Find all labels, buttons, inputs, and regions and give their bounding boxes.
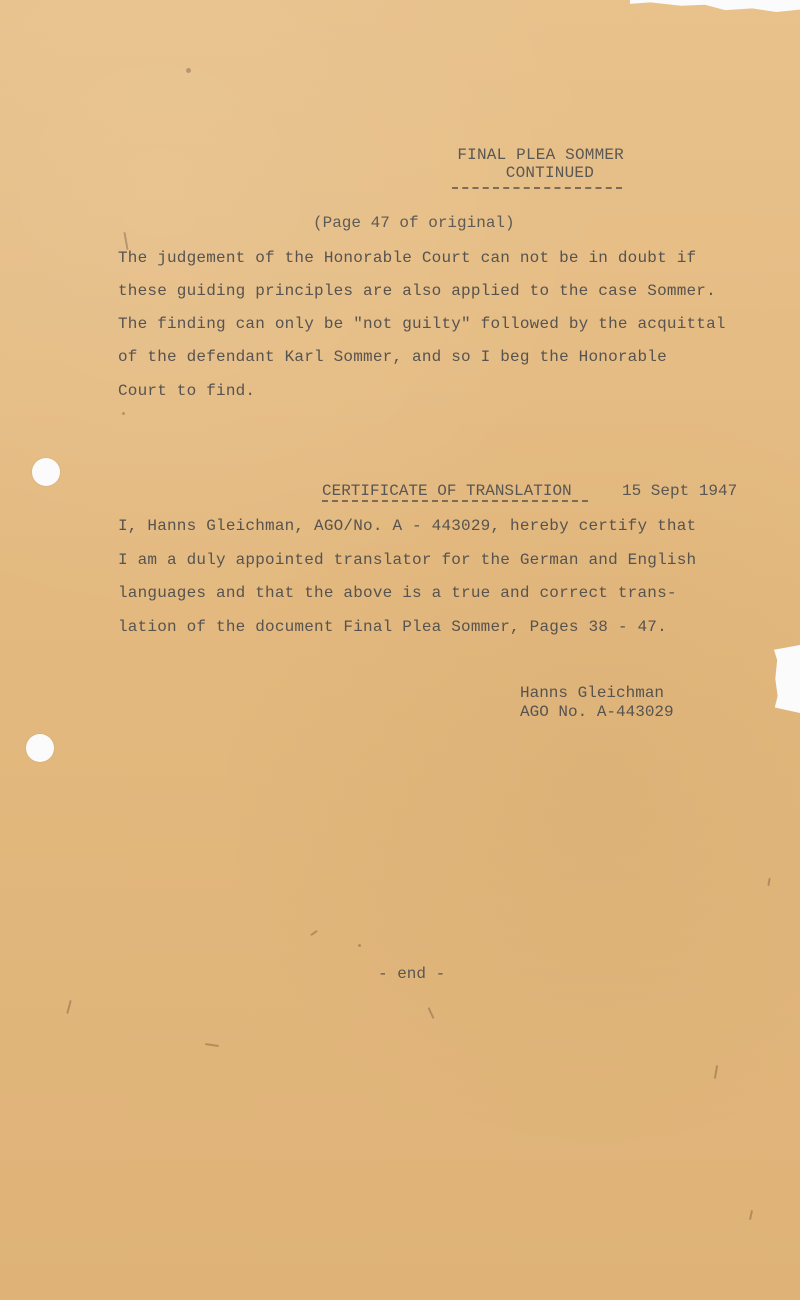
end-marker: - end -: [378, 965, 446, 983]
certificate-line-2: I am a duly appointed translator for the German and English: [118, 551, 697, 569]
punch-hole-bottom: [26, 734, 54, 762]
punch-hole-top: [32, 458, 60, 486]
paper-tear-right: [774, 645, 800, 713]
body-line-4: of the defendant Karl Sommer, and so I beg the Honorable: [118, 348, 667, 366]
body-line-3: The finding can only be "not guilty" followed by the acquittal: [118, 315, 726, 333]
paper-fleck: [205, 1043, 219, 1047]
header-divider: [452, 187, 622, 189]
paper-fleck: [358, 944, 361, 947]
signature-ago-number: AGO No. A-443029: [520, 703, 674, 721]
paper-fleck: [428, 1007, 435, 1019]
paper-fleck: [749, 1210, 753, 1220]
paper-fleck: [310, 930, 318, 936]
paper-fleck: [122, 412, 125, 415]
certificate-line-1: I, Hanns Gleichman, AGO/No. A - 443029, hereby certify that: [118, 517, 697, 535]
paper-fleck: [767, 878, 770, 886]
body-line-2: these guiding principles are also applied to the case Sommer.: [118, 282, 716, 300]
certificate-line-4: lation of the document Final Plea Sommer, Pages 38 - 47.: [118, 618, 667, 636]
document-header-line-1: FINAL PLEA SOMMER: [457, 146, 624, 164]
paper-fleck: [66, 1000, 72, 1014]
body-line-5: Court to find.: [118, 382, 256, 400]
signature-name: Hanns Gleichman: [520, 684, 665, 702]
certificate-title-underline: [322, 500, 588, 502]
page-reference: (Page 47 of original): [313, 214, 515, 232]
body-line-1: The judgement of the Honorable Court can not be in doubt if: [118, 249, 697, 267]
document-header-line-2: CONTINUED: [505, 164, 594, 182]
certificate-line-3: languages and that the above is a true and correct trans-: [118, 584, 677, 602]
paper-tear-top: [630, 0, 800, 24]
paper-fleck: [186, 68, 191, 73]
certificate-title: CERTIFICATE OF TRANSLATION: [322, 482, 572, 500]
certificate-date: 15 Sept 1947: [622, 482, 738, 500]
paper-fleck: [714, 1065, 718, 1079]
